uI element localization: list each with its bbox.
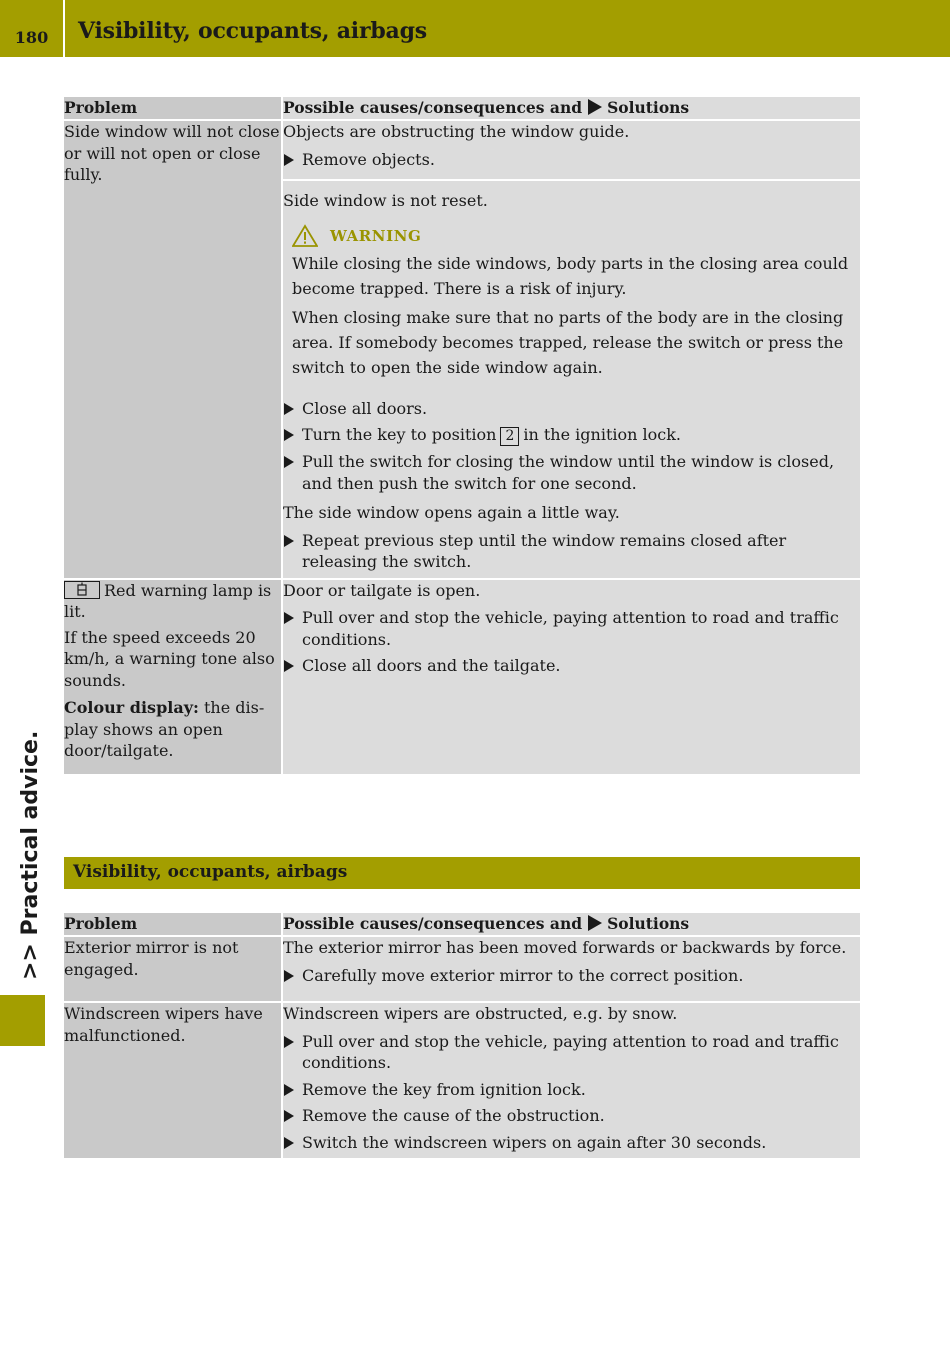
solution-cell — [282, 180, 860, 579]
side-tab-label[interactable]: >> Practical advice. — [18, 730, 43, 980]
step-text: Remove the key from ignition lock. — [302, 1079, 586, 1099]
step-arrow-icon — [284, 456, 294, 468]
step-text: Remove objects. — [302, 149, 435, 169]
cause-text: Objects are obstructing the window guide. — [283, 122, 630, 141]
solution-step — [283, 1031, 860, 1074]
problem-cell — [64, 1002, 282, 1158]
column-header-solutions-suffix: Solutions — [607, 98, 690, 117]
door-open-warning-lamp-icon — [64, 581, 100, 599]
table-header-row — [64, 913, 860, 936]
step-text: in the ignition lock. — [523, 425, 681, 444]
solution-arrow-icon — [588, 99, 602, 115]
step-arrow-icon — [284, 429, 294, 441]
warning-triangle-icon — [292, 224, 318, 248]
step-arrow-icon — [284, 403, 294, 415]
side-tab-marker — [0, 995, 45, 1046]
problem-text: Side window will not close or will not open or close fully. — [64, 122, 280, 184]
page-number: 180 — [14, 28, 49, 47]
section-heading: Visibility, occupants, airbags — [73, 862, 348, 882]
step-text: Switch the windscreen wipers on again after 30 seconds. — [302, 1132, 767, 1152]
column-header-problem: Problem — [64, 913, 282, 936]
column-header-problem: Problem — [64, 97, 282, 120]
step-arrow-icon — [284, 970, 294, 982]
troubleshooting-table-windows — [64, 97, 860, 774]
header-divider — [63, 0, 65, 57]
page-title: Visibility, occupants, airbags — [78, 18, 427, 44]
step-text: Repeat previous step until the window remains closed after releasing the switch. — [302, 530, 787, 571]
step-arrow-icon — [284, 1036, 294, 1048]
cause-text: The exterior mirror has been moved forwards or backwards by force. — [283, 938, 847, 957]
section-heading-bar — [64, 857, 860, 889]
warning-box — [283, 218, 860, 394]
step-text: Close all doors. — [302, 398, 428, 418]
warning-heading — [292, 224, 851, 249]
problem-text: the dis-play shows an open door/tailgate. — [64, 698, 265, 760]
solution-cell — [282, 120, 860, 180]
column-header-solutions — [282, 97, 860, 120]
problem-colour-display — [64, 697, 281, 762]
solution-step — [283, 149, 860, 171]
cause-text: Windscreen wipers are obstructed, e.g. by snow. — [283, 1004, 678, 1023]
problem-lamp-line — [64, 580, 281, 623]
cause-text: Side window is not reset. — [283, 191, 488, 210]
solution-cell — [282, 936, 860, 1002]
key-position-badge: 2 — [500, 427, 519, 446]
table-row — [64, 120, 860, 180]
step-arrow-icon — [284, 612, 294, 624]
column-header-solutions — [282, 913, 860, 936]
solution-step — [283, 607, 860, 650]
step-text: Pull over and stop the vehicle, paying attention to road and traffic conditions. — [302, 608, 839, 649]
solution-step — [283, 1132, 860, 1154]
warning-paragraph: While closing the side windows, body parts in the closing area could become trapped. There is a risk of injury. — [292, 253, 849, 298]
column-header-solutions-suffix: Solutions — [607, 914, 690, 933]
table-row — [64, 1002, 860, 1158]
step-arrow-icon — [284, 154, 294, 166]
step-text: Close all doors and the tailgate. — [302, 656, 561, 675]
step-text: Pull over and stop the vehicle, paying attention to road and traffic conditions. — [302, 1031, 839, 1072]
solution-cell — [282, 579, 860, 774]
problem-cell — [64, 579, 282, 774]
cause-text: Door or tailgate is open. — [283, 580, 481, 600]
note-text: The side window opens again a little way. — [283, 503, 620, 522]
step-arrow-icon — [284, 535, 294, 547]
solution-step — [283, 530, 860, 573]
solution-step — [283, 451, 860, 494]
step-arrow-icon — [284, 1137, 294, 1149]
problem-text-bold: Colour display: — [64, 698, 199, 717]
troubleshooting-table-visibility — [64, 913, 860, 1158]
column-header-solutions-prefix: Possible causes/consequences and — [283, 914, 583, 933]
solution-arrow-icon — [588, 915, 602, 931]
step-arrow-icon — [284, 1110, 294, 1122]
solution-step — [283, 965, 860, 987]
table-header-row — [64, 97, 860, 120]
step-text: Remove the cause of the obstruction. — [302, 1106, 605, 1125]
solution-step — [283, 398, 860, 420]
solution-step — [283, 1105, 860, 1127]
step-text: Carefully move exterior mirror to the correct position. — [302, 965, 744, 985]
step-text: Turn the key to position — [302, 425, 497, 444]
warning-label: WARNING — [330, 226, 422, 245]
problem-text: Windscreen wipers have malfunctioned. — [64, 1004, 263, 1045]
step-arrow-icon — [284, 1084, 294, 1096]
problem-text: Red warning lamp is lit. — [64, 580, 272, 621]
solution-cell — [282, 1002, 860, 1158]
table-row — [64, 936, 860, 1002]
problem-cell — [64, 120, 282, 579]
solution-step — [283, 424, 860, 446]
problem-text: If the speed exceeds 20 km/h, a warning tone also sounds. — [64, 627, 275, 690]
problem-text: Exterior mirror is not engaged. — [64, 938, 239, 979]
table-row — [64, 579, 860, 774]
problem-cell — [64, 936, 282, 1002]
step-text: Pull the switch for closing the window until the window is closed, and then push the switch for one second. — [302, 452, 835, 493]
step-arrow-icon — [284, 660, 294, 672]
column-header-solutions-prefix: Possible causes/consequences and — [283, 98, 583, 117]
warning-paragraph: When closing make sure that no parts of the body are in the closing area. If somebody becomes trapped, release the switch or press the switch to open the side window again. — [292, 307, 844, 377]
solution-step — [283, 1079, 860, 1101]
solution-step — [283, 655, 860, 677]
